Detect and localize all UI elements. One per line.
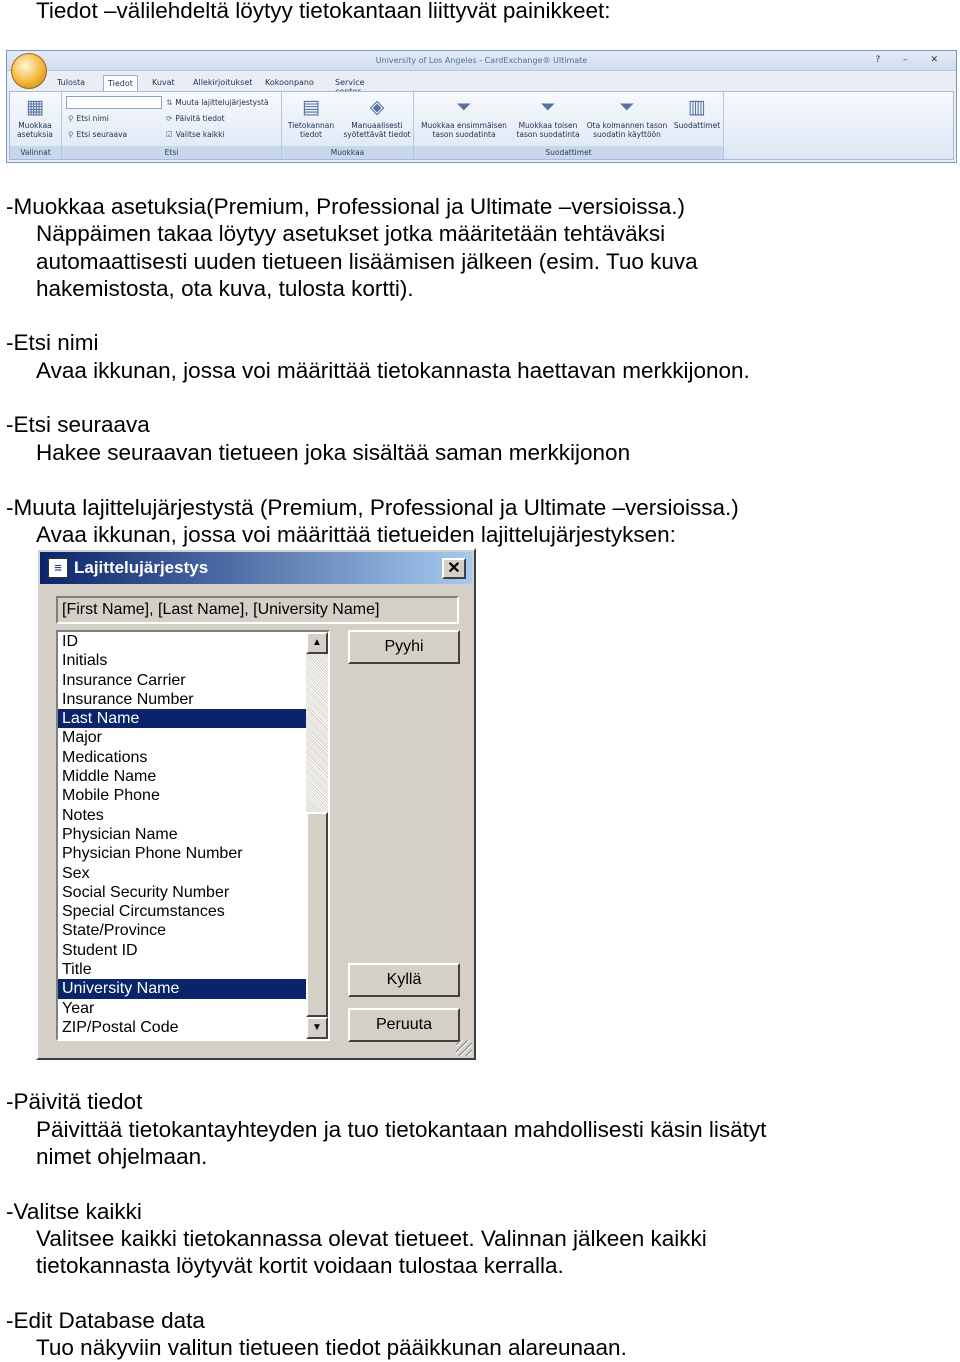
tab-tulosta[interactable]: Tulosta <box>57 78 86 87</box>
sort-icon: ⇅ <box>166 98 173 107</box>
filter-list-icon: ▥ <box>688 96 706 118</box>
filter-level1-button[interactable]: ⏷ Muokkaa ensimmäisen tason suodatinta <box>421 96 507 139</box>
list-item[interactable]: Medications <box>62 748 148 766</box>
scrollbar-thumb[interactable] <box>306 812 328 1017</box>
select-all-button[interactable]: ☑ Valitse kaikki <box>166 130 225 139</box>
group-label-suodattimet: Suodattimet <box>414 146 723 159</box>
field-list[interactable] <box>56 630 330 1041</box>
sort-order-field[interactable]: [First Name], [Last Name], [University Name] <box>56 596 459 624</box>
funnel-2-icon: ⏷ <box>540 96 556 118</box>
list-item[interactable]: Special Circumstances <box>62 903 225 921</box>
tab-kokoonpano[interactable]: Kokoonpano <box>265 78 314 87</box>
refresh-icon: ⟳ <box>166 114 173 123</box>
search-field[interactable] <box>66 96 162 109</box>
ok-button[interactable]: Kyllä <box>348 963 460 997</box>
section-find-name-title: -Etsi nimi <box>6 330 99 355</box>
list-item[interactable]: Middle Name <box>62 768 157 786</box>
change-sort-order-button[interactable]: ⇅ Muuta lajittelujärjestystä <box>166 98 269 107</box>
section-edit-db-line: Tuo näkyviin valitun tietueen tiedot pääikkunan alareunaan. <box>36 1335 627 1360</box>
settings-grid-icon: ▦ <box>26 96 44 118</box>
list-item[interactable]: Initials <box>62 652 108 670</box>
section-edit-db-title: -Edit Database data <box>6 1308 205 1333</box>
list-item[interactable]: Year <box>62 999 95 1017</box>
section-find-next-line: Hakee seuraavan tietueen joka sisältää saman merkkijonon <box>36 440 631 465</box>
cancel-button[interactable]: Peruuta <box>348 1008 460 1042</box>
funnel-icon: ⏷ <box>456 96 472 118</box>
sort-order-dialog <box>36 548 476 1060</box>
manual-entry-button[interactable]: ◈ Manuaalisesti syötettävät tiedot <box>343 96 411 139</box>
list-item[interactable]: Notes <box>62 806 104 824</box>
select-all-icon: ☑ <box>166 130 173 139</box>
list-item[interactable]: State/Province <box>62 922 167 940</box>
intro-text: Tiedot –välilehdeltä löytyy tietokantaan liittyvät painikkeet: <box>36 0 611 23</box>
list-item[interactable]: Mobile Phone <box>62 787 160 805</box>
binoculars-icon: ⚲ <box>68 114 74 123</box>
group-etsi <box>62 92 282 159</box>
dialog-app-icon: ≡ <box>48 558 68 578</box>
dialog-title-bar <box>40 552 472 584</box>
application-orb-icon[interactable] <box>11 53 47 89</box>
list-item[interactable]: Sex <box>62 864 90 882</box>
filter-level3-button[interactable]: ⏷ Ota kolmannen tason suodatin käyttöön <box>586 96 668 139</box>
edit-database-data-button[interactable]: ▤ Tietokannan tiedot <box>287 96 335 139</box>
database-icon: ▤ <box>302 96 320 118</box>
group-label-valinnat: Valinnat <box>10 146 61 159</box>
group-valinnat <box>10 92 62 159</box>
section-select-all-line: tietokannasta löytyvät kortit voidaan tulostaa kerralla. <box>36 1253 564 1278</box>
group-label-muokkaa: Muokkaa <box>282 146 413 159</box>
group-muokkaa <box>282 92 414 159</box>
list-item[interactable]: ID <box>62 633 78 650</box>
list-item[interactable]: Physician Name <box>62 825 178 843</box>
list-item[interactable]: Title <box>62 961 92 979</box>
list-item[interactable]: ZIP/Postal Code <box>62 1018 179 1036</box>
list-item[interactable]: Student ID <box>62 941 138 959</box>
section-refresh-line: nimet ohjelmaan. <box>36 1144 208 1169</box>
section-sort-order-title: -Muuta lajittelujärjestystä (Premium, Professional ja Ultimate –versioissa.) <box>6 495 739 520</box>
tab-tiedot[interactable]: Tiedot <box>103 75 138 91</box>
ribbon-body <box>9 91 954 160</box>
section-select-all-line: Valitsee kaikki tietokannassa olevat tietueet. Valinnan jälkeen kaikki <box>36 1226 707 1251</box>
window-controls[interactable]: ? – ✕ <box>875 55 948 65</box>
binoculars-next-icon: ⚲ <box>68 130 74 139</box>
refresh-data-button[interactable]: ⟳ Päivitä tiedot <box>166 114 225 123</box>
scroll-down-icon[interactable]: ▼ <box>306 1017 328 1039</box>
list-item[interactable]: Last Name <box>58 709 328 728</box>
list-item[interactable]: Social Security Number <box>62 883 230 901</box>
list-item[interactable]: University Name <box>58 979 328 998</box>
tag-icon: ◈ <box>369 96 385 118</box>
group-suodattimet <box>414 92 724 159</box>
section-select-all-title: -Valitse kaikki <box>6 1199 142 1224</box>
section-find-name-line: Avaa ikkunan, jossa voi määrittää tietokannasta haettavan merkkijonon. <box>36 358 750 383</box>
section-refresh-line: Päivittää tietokantayhteyden ja tuo tietokantaan mahdollisesti käsin lisätyt <box>36 1117 767 1142</box>
close-icon[interactable]: ✕ <box>442 558 466 579</box>
section-edit-settings-line: automaattisesti uuden tietueen lisäämisen jälkeen (esim. Tuo kuva <box>36 249 698 274</box>
filter-level2-button[interactable]: ⏷ Muokkaa toisen tason suodatinta <box>516 96 580 139</box>
ribbon-title-bar <box>7 51 956 71</box>
filters-button[interactable]: ▥ Suodattimet <box>673 96 721 130</box>
find-name-button[interactable]: ⚲ Etsi nimi <box>68 114 109 123</box>
resize-grip-icon[interactable] <box>456 1040 472 1056</box>
list-item[interactable]: Major <box>62 729 103 747</box>
dialog-title: Lajittelujärjestys <box>74 558 209 577</box>
section-sort-order-line: Avaa ikkunan, jossa voi määrittää tietueiden lajittelujärjestyksen: <box>36 522 676 547</box>
tab-service-center[interactable]: Service <box>335 78 365 87</box>
scroll-up-icon[interactable]: ▲ <box>306 632 328 654</box>
section-edit-settings-line: Näppäimen takaa löytyy asetukset jotka määritetään tehtäväksi <box>36 221 666 246</box>
funnel-3-icon: ⏷ <box>619 96 635 118</box>
section-find-next-title: -Etsi seuraava <box>6 412 150 437</box>
edit-settings-button[interactable]: ▦ Muokkaa asetuksia <box>17 96 53 139</box>
ribbon-screenshot <box>6 50 957 163</box>
section-edit-settings-title: -Muokkaa asetuksia(Premium, Professional ja Ultimate –versioissa.) <box>6 194 685 219</box>
tab-allekirjoitukset[interactable]: Allekirjoitukset <box>193 78 253 87</box>
tab-kuvat[interactable]: Kuvat <box>152 78 175 87</box>
list-scrollbar[interactable] <box>306 632 328 1039</box>
clear-button[interactable]: Pyyhi <box>348 630 460 664</box>
list-item[interactable]: Insurance Number <box>62 690 194 708</box>
ribbon-window-title: University of Los Angeles - CardExchange® Ultimate <box>375 56 588 65</box>
group-label-etsi: Etsi <box>62 146 281 159</box>
section-refresh-title: -Päivitä tiedot <box>6 1089 143 1114</box>
find-next-button[interactable]: ⚲ Etsi seuraava <box>68 130 128 139</box>
section-edit-settings-line: hakemistosta, ota kuva, tulosta kortti). <box>36 276 414 301</box>
list-item[interactable]: Insurance Carrier <box>62 671 186 689</box>
list-item[interactable]: Physician Phone Number <box>62 845 243 863</box>
